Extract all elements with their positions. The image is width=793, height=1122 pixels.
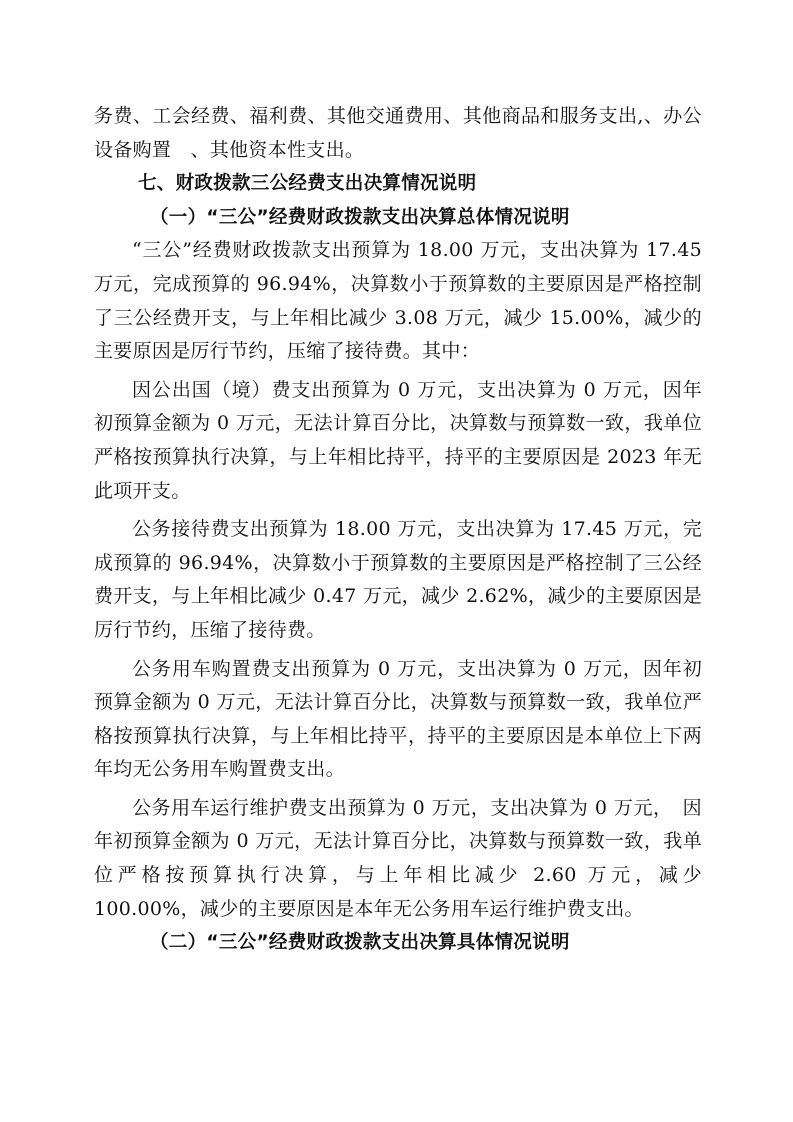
vehicle-operation-paragraph: 公务用车运行维护费支出预算为 0 万元，支出决算为 0 万元， 因年初预算金额为 0 万元，无法计算百分比，决算数与预算数一致，我单位严格按预算执行决算，与上年相比减少 2.60 万元，减少 100.00%，减少的主要原因是本年无公务用车运行维护费支出。 — [94, 796, 702, 920]
section-heading: 七、财政拨款三公经费支出决算情况说明 — [138, 173, 477, 195]
abroad-paragraph: 因公出国（境）费支出预算为 0 万元，支出决算为 0 万元，因年初预算金额为 0 万元，无法计算百分比，决算数与预算数一致，我单位严格按预算执行决算，与上年相比持平，持平的主要原因是 2023 年无此项开支。 — [94, 378, 702, 502]
vehicle-purchase-paragraph: 公务用车购置费支出预算为 0 万元，支出决算为 0 万元，因年初预算金额为 0 万元，无法计算百分比，决算数与预算数一致，我单位严格按预算执行决算，与上年相比持平，持平的主要原因是本单位上下两年均无公务用车购置费支出。 — [94, 657, 702, 781]
reception-paragraph: 公务接待费支出预算为 18.00 万元，支出决算为 17.45 万元，完成预算的 96.94%，决算数小于预算数的主要原因是严格控制了三公经费开支，与上年相比减少 0.47 万元，减少 2.62%，减少的主要原因是厉行节约，压缩了接待费。 — [94, 518, 702, 641]
subsection-heading-overall: （一）“三公”经费财政拨款支出决算总体情况说明 — [150, 206, 570, 228]
document-page — [94, 100, 702, 960]
subsection-heading-detail: （二）“三公”经费财政拨款支出决算具体情况说明 — [150, 932, 570, 954]
overall-paragraph: “三公”经费财政拨款支出预算为 18.00 万元，支出决算为 17.45 万元，完成预算的 96.94%，决算数小于预算数的主要原因是严格控制了三公经费开支，与上年相比减少 3.08 万元，减少 15.00%，减少的主要原因是厉行节约，压缩了接待费。其中： — [94, 239, 702, 363]
intro-paragraph: 务费、工会经费、福利费、其他交通费用、其他商品和服务支出,、办公设备购置 、其他资本性支出。 — [94, 105, 702, 161]
